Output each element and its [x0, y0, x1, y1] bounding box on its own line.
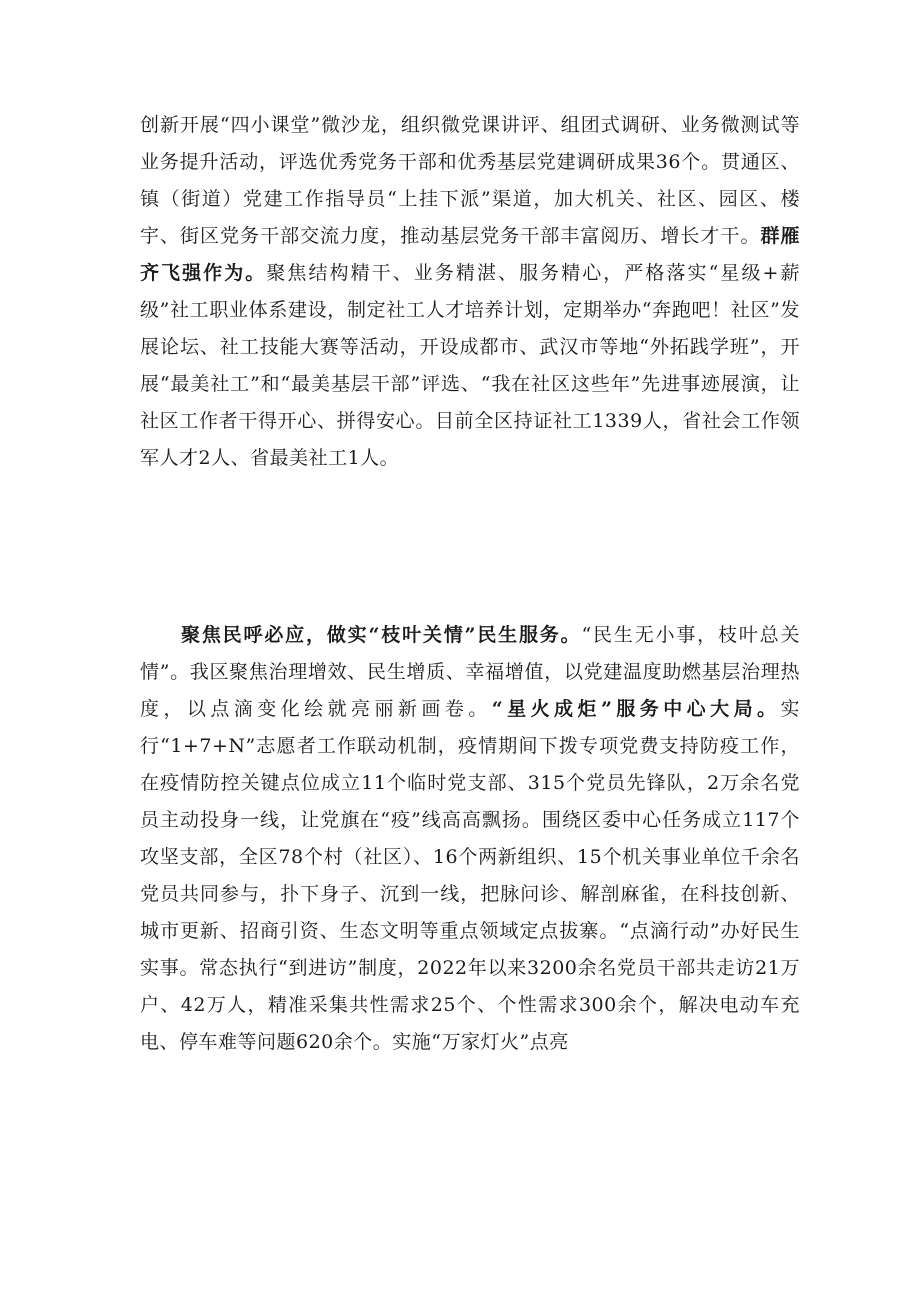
section-heading-xinghuo: “星火成炬”服务中心大局。 [491, 698, 781, 720]
paragraph-2-text-b: “民生无小事，枝叶总关情”。我区聚焦治理增效、民生增质、幸福增值，以党建温度助燃基层治理热度，以点滴变化绘就亮丽新画卷。 [140, 624, 801, 720]
paragraph-1 [140, 107, 800, 477]
paragraph-2-text-d: 实行“1+7+N”志愿者工作联动机制，疫情期间下拨专项党费支持防疫工作，在疫情防控关键点位成立11个临时党支部、315个党员先锋队，2万余名党员主动投身一线，让党旗在“疫”线高高飘扬。围绕区委中心任务成立117个攻坚支部，全区78个村（社区）、16个两新组织、15个机关事业单位千余名党员共同参与，扑下身子、沉到一线，把脉问诊、解剖麻雀，在科技创新、城市更新、招商引资、生态文明等重点领域定点拔寨。“点滴行动”办好民生实事。常态执行“到进访”制度，2022年以来3200余名党员干部共走访21万户、42万人，精准采集共性需求25个、个性需求300余个，解决电动车充电、停车难等问题620余个。实施“万家灯火”点亮 [140, 698, 800, 1053]
section-heading-minhu: 聚焦民呼必应，做实“枝叶关情”民生服务。 [181, 624, 582, 646]
paragraph-1-text-c: 聚焦结构精干、业务精湛、服务精心，严格落实“星级+薪级”社工职业体系建设，制定社工人才培养计划，定期举办“奔跑吧！社区”发展论坛、社工技能大赛等活动，开设成都市、武汉市等地“外拓践学班”，开展“最美社工”和“最美基层干部”评选、“我在社区这些年”先进事迹展演，让社区工作者干得开心、拼得安心。目前全区持证社工1339人，省社会工作领军人才2人、省最美社工1人。 [140, 262, 800, 469]
paragraph-1-text-a: 创新开展“四小课堂”微沙龙，组织微党课讲评、组团式调研、业务微测试等业务提升活动，评选优秀党务干部和优秀基层党建调研成果36个。贯通区、镇（街道）党建工作指导员“上挂下派”渠道，加大机关、社区、园区、楼宇、街区党务干部交流力度，推动基层党务干部丰富阅历、增长才干。 [140, 114, 800, 247]
section-heading-qunyan: 群雁齐飞强作为。 [140, 225, 800, 284]
paragraph-2 [140, 617, 800, 1061]
